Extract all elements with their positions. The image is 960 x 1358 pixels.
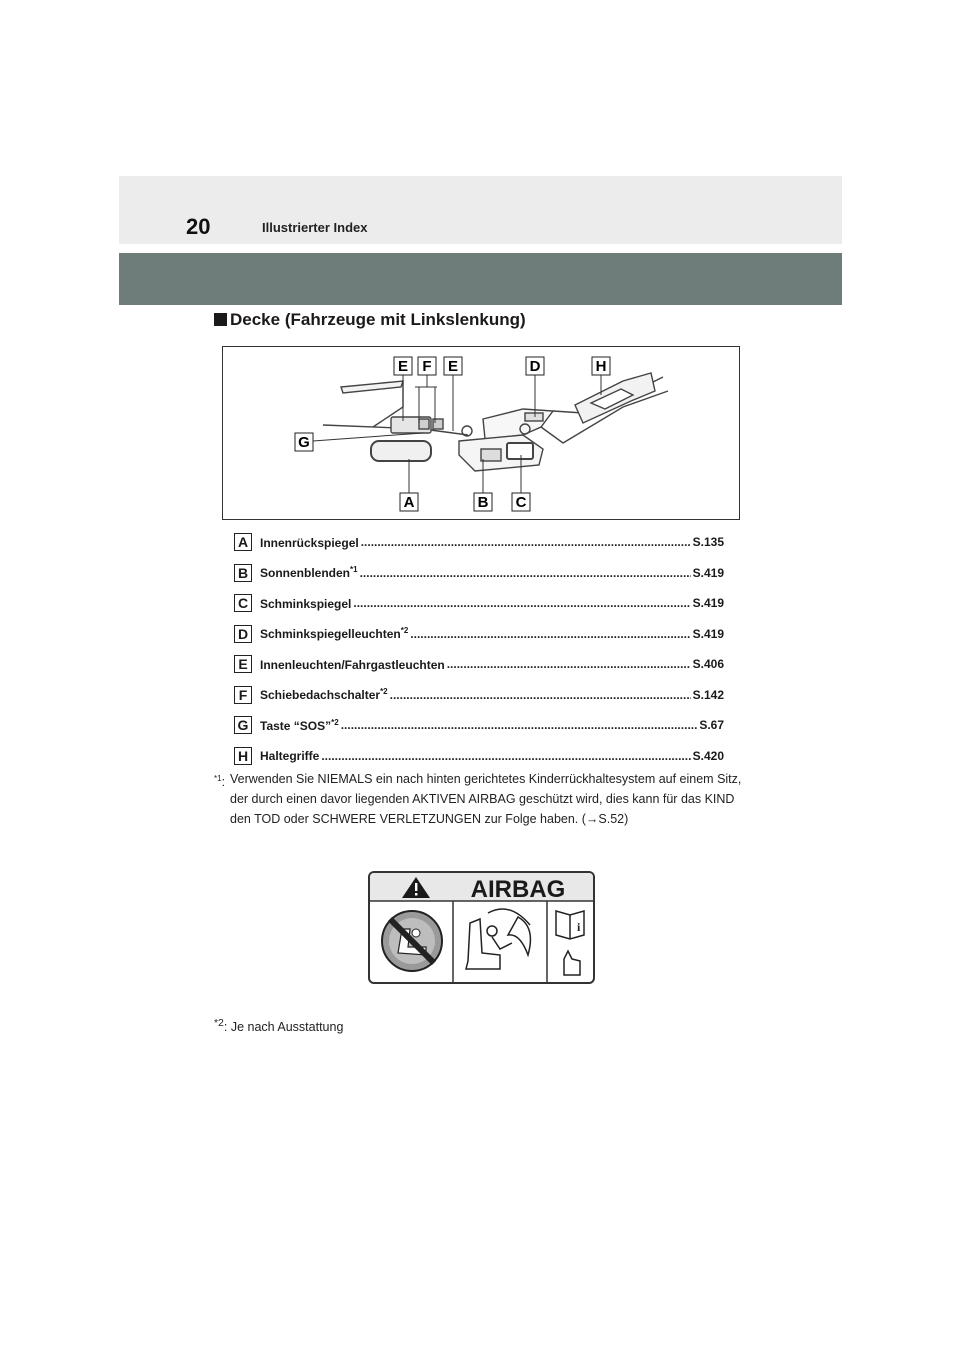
svg-text:H: H [595, 358, 607, 375]
footnote-text: Je nach Ausstattung [230, 1020, 344, 1035]
page-ref[interactable]: S.419 [692, 565, 724, 580]
ceiling-illustration [223, 347, 739, 519]
callout-f [418, 357, 436, 375]
airbag-label-graphic [370, 873, 593, 982]
page-title: Illustrierter Index [262, 220, 368, 235]
dot-leader [410, 627, 690, 641]
item-label: Sonnenblenden$^{*1}$ [260, 565, 358, 581]
dot-leader [353, 596, 690, 610]
footnote-text: Verwenden Sie NIEMALS ein nach hinten gerichtetes Kinderrückhaltesystem auf einem Sitz, der durch einen davor liegenden AKTIVEN AIRBAG geschützt wird, dies kann für das KIND den TOD oder SCHWERE VERLETZUNGEN zur Folge haben. (→S.52) [230, 772, 742, 826]
square-bullet-icon [214, 313, 227, 326]
callout-e-right [444, 357, 462, 375]
page-ref[interactable]: S.135 [692, 535, 724, 550]
letter-badge: D [234, 625, 252, 643]
page-number: 20 [186, 214, 211, 239]
page-ref[interactable]: S.406 [692, 657, 724, 672]
svg-text:G: G [298, 434, 310, 451]
svg-text:A: A [403, 494, 415, 511]
section-title-text: Decke (Fahrzeuge mit Linkslenkung) [230, 310, 526, 329]
section-bar [119, 253, 842, 305]
index-item-f [234, 680, 724, 711]
airbag-title: AIRBAG [470, 876, 566, 903]
index-item-h [234, 741, 724, 772]
svg-text:E: E [447, 358, 459, 375]
svg-text:F: F [422, 358, 432, 375]
callout-b [474, 493, 492, 511]
callout-h [592, 357, 610, 375]
read-manual-icon [556, 911, 584, 975]
ceiling-figure [222, 346, 740, 520]
page-ref[interactable]: S.67 [699, 718, 724, 733]
index-item-a [234, 527, 724, 558]
dot-leader [447, 657, 691, 671]
svg-text:C: C [515, 494, 527, 511]
item-label: Schminkspiegel [260, 596, 352, 611]
index-item-e [234, 649, 724, 680]
callout-c [512, 493, 530, 511]
page-ref[interactable]: S.419 [692, 596, 724, 611]
item-label: Taste “SOS”$^{*2}$ [260, 717, 339, 733]
header-band [119, 176, 842, 244]
airbag-warning-label [368, 871, 595, 984]
footnote-1 [214, 769, 754, 829]
callout-a [400, 493, 418, 511]
dot-leader [361, 535, 691, 549]
index-list [234, 527, 724, 771]
callout-g [295, 433, 313, 451]
page-ref[interactable]: S.419 [692, 626, 724, 641]
footnote-mark: $^{*2}$: [214, 1018, 228, 1035]
letter-badge: H [234, 747, 252, 765]
item-label: Innenleuchten/Fahrgastleuchten [260, 657, 445, 672]
dot-leader [390, 688, 691, 702]
index-item-d [234, 619, 724, 650]
callout-d [526, 357, 544, 375]
letter-badge: B [234, 564, 252, 582]
seat-airbag-icon [466, 909, 530, 969]
item-label: Innenrückspiegel [260, 535, 359, 550]
page-ref[interactable]: S.142 [692, 687, 724, 702]
dot-leader [321, 749, 690, 763]
footnote-mark: $^{*1}$: [214, 774, 226, 790]
no-rear-facing-seat-icon [382, 911, 442, 971]
letter-badge: C [234, 594, 252, 612]
svg-text:D: D [529, 358, 541, 375]
letter-badge: A [234, 533, 252, 551]
letter-badge: G [234, 716, 252, 734]
callout-e-left [394, 357, 412, 375]
item-label: Schminkspiegelleuchten$^{*2}$ [260, 626, 409, 642]
item-label: Schiebedachschalter$^{*2}$ [260, 687, 388, 703]
index-item-g [234, 710, 724, 741]
svg-text:i: i [577, 920, 581, 934]
dot-leader [341, 718, 698, 732]
index-item-b [234, 558, 724, 589]
item-label: Haltegriffe [260, 749, 320, 764]
svg-text:E: E [397, 358, 409, 375]
page-ref[interactable]: S.420 [692, 748, 724, 763]
letter-badge: E [234, 655, 252, 673]
footnote-2 [214, 1018, 343, 1034]
index-item-c [234, 588, 724, 619]
svg-text:B: B [477, 494, 489, 511]
letter-badge: F [234, 686, 252, 704]
section-title [214, 310, 526, 330]
dot-leader [360, 566, 691, 580]
